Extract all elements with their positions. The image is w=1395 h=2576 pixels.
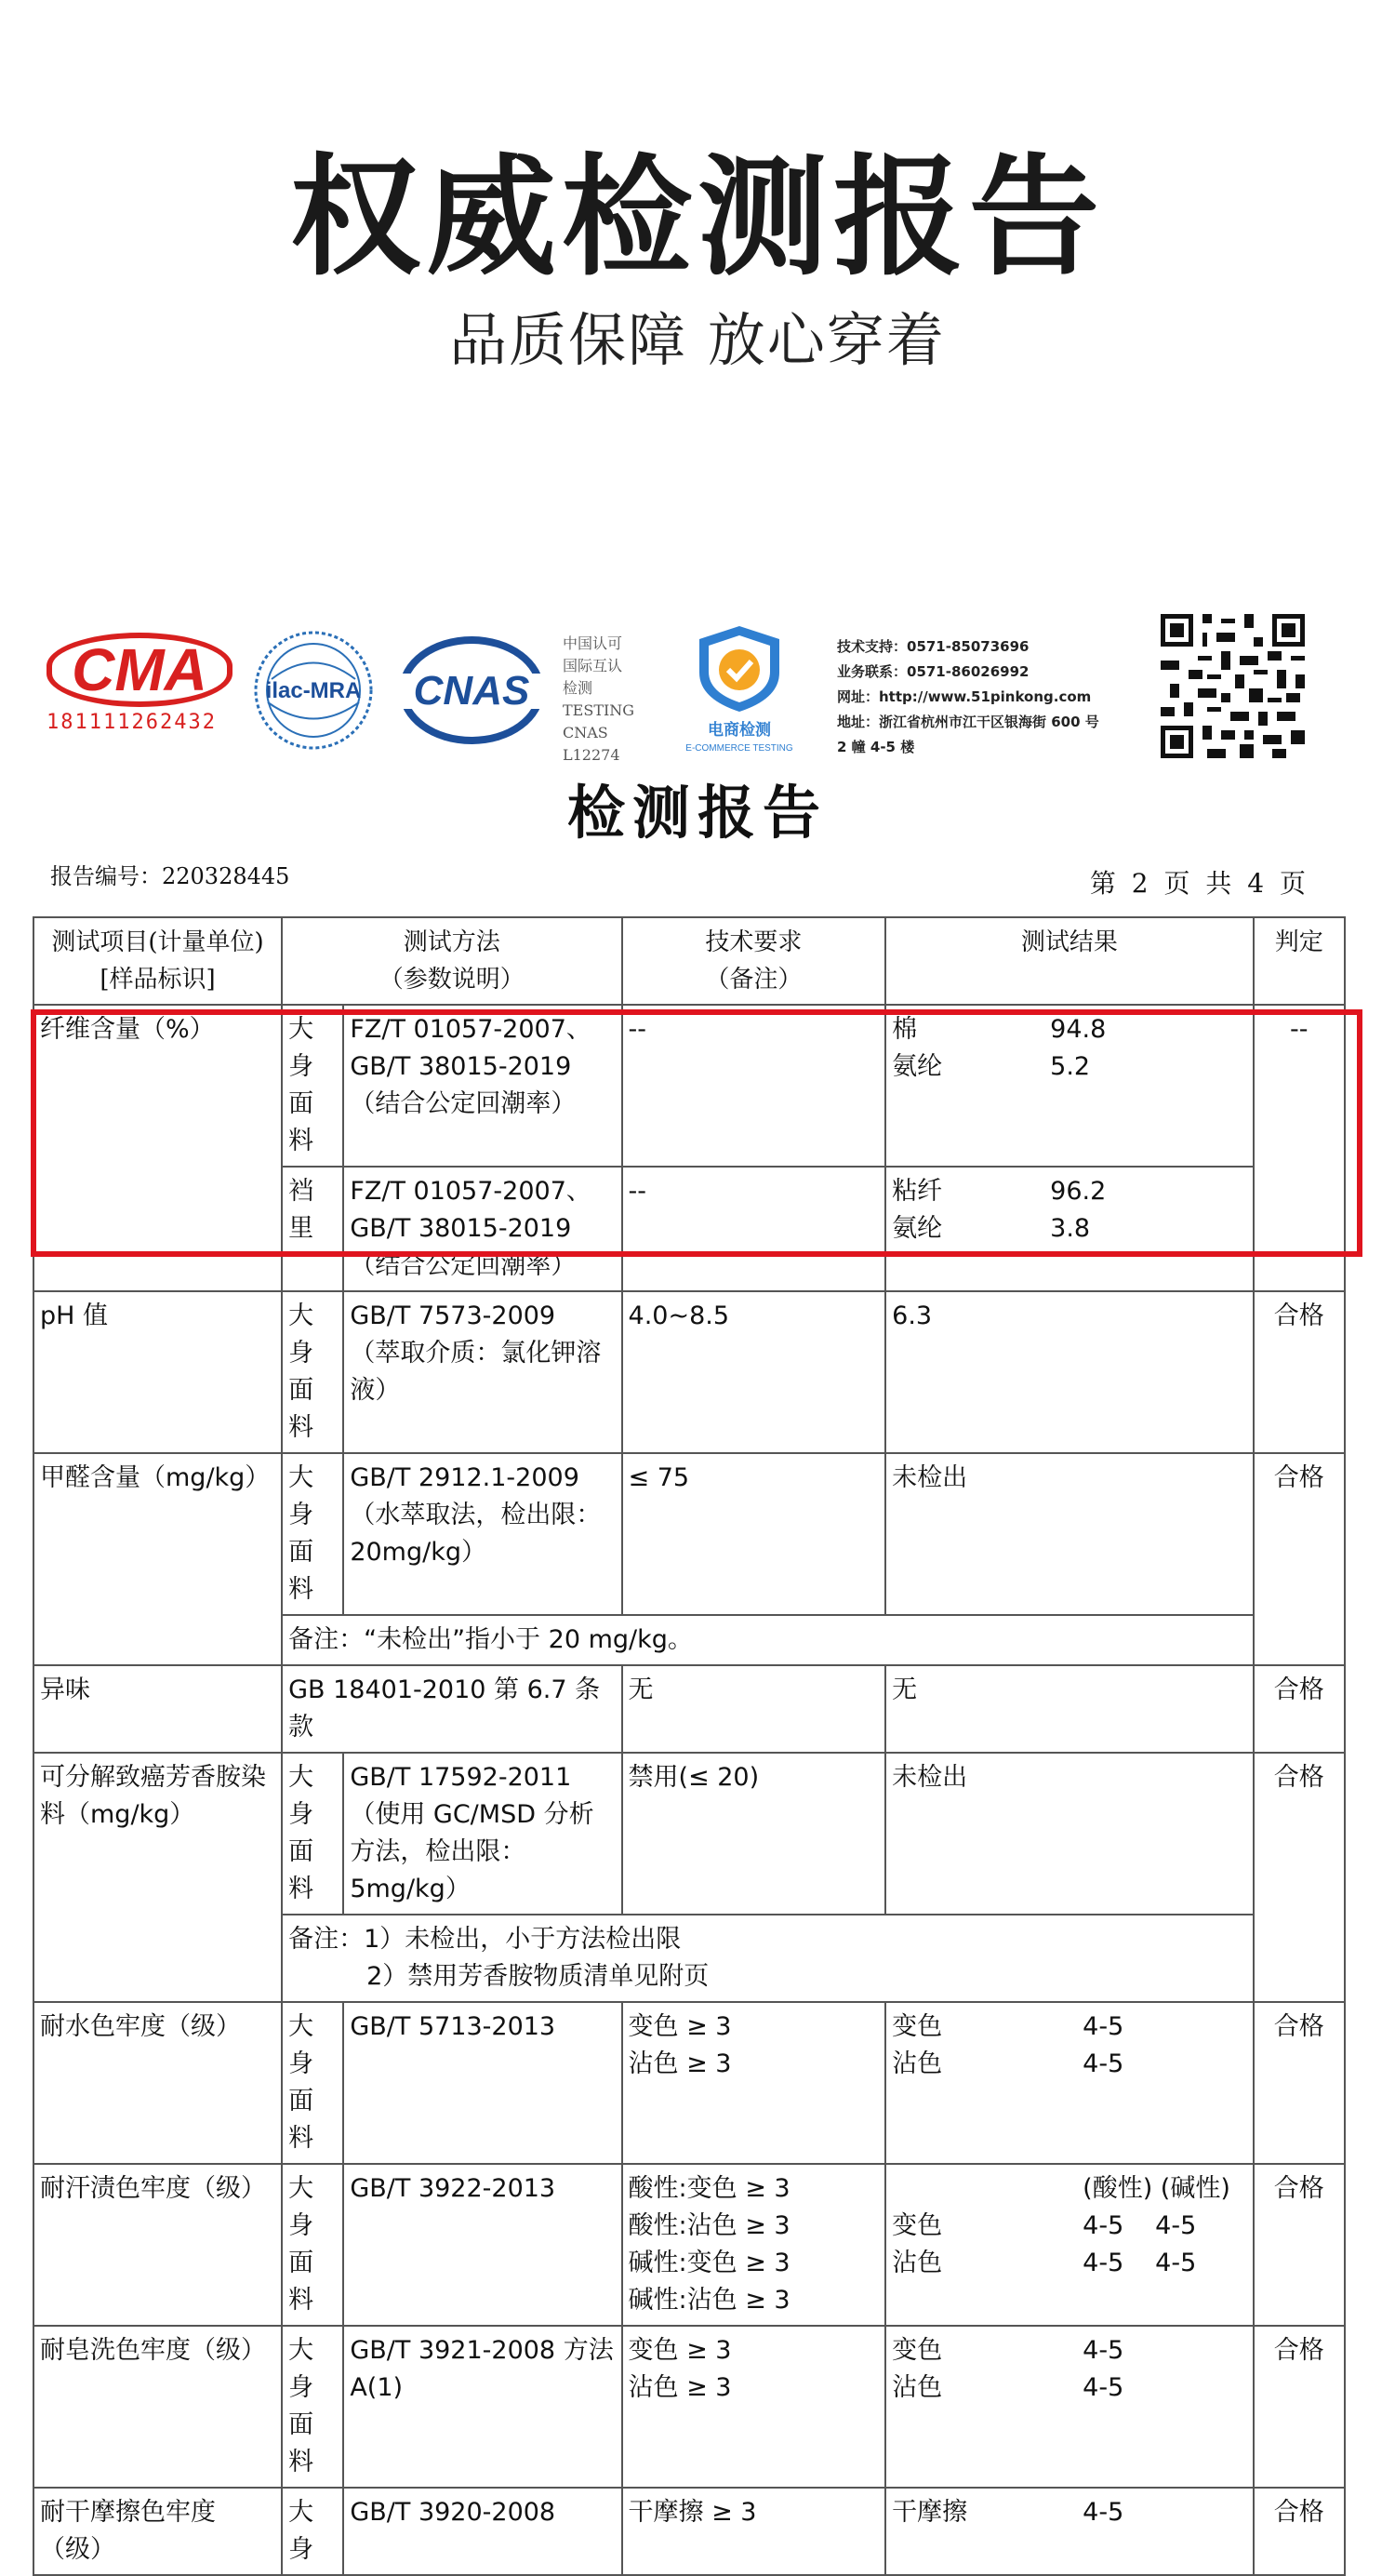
req-line: 碱性:沾色 ≥ 3 — [628, 2286, 790, 2315]
item-cell: 耐水色牢度（级） — [33, 2002, 282, 2164]
item-cell: 异味 — [33, 1665, 282, 1753]
req-cell — [622, 2326, 886, 2488]
header-text: （参数说明） — [379, 966, 525, 994]
table-row — [33, 1005, 1345, 1167]
judge-cell: 合格 — [1254, 2488, 1345, 2575]
result-line — [892, 2494, 1246, 2531]
header-text: 测试项目(计量单位) — [51, 928, 264, 956]
cma-mark: CMA — [46, 633, 232, 707]
header-text: [样品标识] — [100, 966, 216, 994]
table-row — [33, 2488, 1345, 2575]
method-cell: GB/T 3921-2008 方法 A(1) — [343, 2326, 621, 2488]
method-cell — [343, 1167, 621, 1291]
judge-cell: 合格 — [1254, 1753, 1345, 2002]
report-number: 报告编号：220328445 — [50, 863, 290, 889]
table-header-row — [33, 917, 1345, 1005]
result-key: 氨纶 — [892, 1052, 943, 1081]
result-cell — [885, 1167, 1253, 1291]
part-cell: 大身面料 — [282, 2326, 343, 2488]
test-results-table — [33, 916, 1346, 2576]
method-note: （结合公定回潮率） — [350, 1251, 577, 1280]
req-cell — [622, 2164, 886, 2326]
contact-line: 地址：浙江省杭州市江干区银海街 600 号 — [837, 714, 1099, 730]
method-note: （使用 GC/MSD 分析方法，检出限：5mg/kg） — [350, 1800, 594, 1903]
part-cell: 大身 — [282, 2488, 343, 2575]
part-cell: 大身面料 — [282, 2002, 343, 2164]
method-cell: GB/T 3922-2013 — [343, 2164, 621, 2326]
method-cell — [343, 1005, 621, 1167]
result-key: 沾色 — [892, 2249, 943, 2277]
req-line: 变色 ≥ 3 — [628, 2012, 732, 2041]
req-line: 变色 ≥ 3 — [628, 2336, 732, 2365]
table-row — [33, 2002, 1345, 2164]
contact-line: 技术支持：0571-85073696 — [837, 638, 1030, 655]
cnas-caption-line: TESTING — [563, 701, 635, 719]
result-line — [892, 2009, 1246, 2046]
part-cell: 大身面料 — [282, 1291, 343, 1453]
part-cell: 裆里 — [282, 1167, 343, 1291]
method-cell: GB 18401-2010 第 6.7 条款 — [282, 1665, 621, 1753]
cnas-caption-line: CNAS L12274 — [563, 724, 620, 764]
qr-code[interactable] — [1161, 614, 1305, 758]
result-value: 4-5 — [1083, 2498, 1124, 2527]
item-cell: 耐皂洗色牢度（级） — [33, 2326, 282, 2488]
judge-cell: 合格 — [1254, 1453, 1345, 1665]
header-result: 测试结果 — [885, 917, 1253, 1005]
report-title: 检测报告 — [566, 779, 828, 847]
result-line — [892, 2332, 1246, 2369]
header-judge: 判定 — [1254, 917, 1345, 1005]
result-line — [892, 2046, 1246, 2083]
req-line: 沾色 ≥ 3 — [628, 2373, 732, 2402]
result-cell — [885, 2002, 1253, 2164]
judge-cell: 合格 — [1254, 1291, 1345, 1453]
result-key: 粘纤 — [892, 1177, 943, 1206]
result-cell: 未检出 — [885, 1453, 1253, 1615]
item-cell: 甲醛含量（mg/kg） — [33, 1453, 282, 1665]
method-text: GB/T 7573-2009 — [350, 1301, 556, 1330]
result-cell: 6.3 — [885, 1291, 1253, 1453]
contact-line: 业务联系：0571-86026992 — [837, 663, 1030, 680]
result-line — [892, 1173, 1246, 1210]
part-cell: 大身面料 — [282, 1753, 343, 1915]
method-text: GB/T 17592-2011 — [350, 1763, 572, 1792]
method-text: FZ/T 01057-2007、GB/T 38015-2019 — [350, 1177, 591, 1243]
result-line — [892, 2245, 1246, 2282]
contact-info — [837, 634, 1153, 760]
result-cell — [885, 2488, 1253, 2575]
req-cell: -- — [622, 1167, 886, 1291]
item-cell: 可分解致癌芳香胺染料（mg/kg） — [33, 1753, 282, 2002]
cnas-caption-line: 检测 — [563, 679, 593, 697]
req-line: 沾色 ≥ 3 — [628, 2049, 732, 2078]
req-line: 碱性:变色 ≥ 3 — [628, 2249, 790, 2277]
cnas-caption-line: 中国认可 — [563, 634, 623, 652]
header-req — [622, 917, 886, 1005]
header-text: （备注） — [705, 966, 803, 994]
cma-number: 181111262432 — [46, 711, 217, 734]
ecommerce-en: E-COMMERCE TESTING — [685, 743, 793, 754]
result-key: 棉 — [892, 1015, 918, 1044]
hero-subtitle: 品质保障 放心穿着 — [449, 306, 946, 374]
req-cell: ≤ 75 — [622, 1453, 886, 1615]
ilac-text: ilac-MRA — [265, 678, 362, 703]
ecommerce-cn: 电商检测 — [708, 721, 771, 740]
remark-line: 2）禁用芳香胺物质清单见附页 — [366, 1962, 710, 1991]
cnas-logo — [395, 633, 549, 749]
result-line — [892, 1210, 1246, 1248]
result-key: 变色 — [892, 2211, 943, 2240]
result-line — [892, 2208, 1246, 2245]
method-cell: GB/T 5713-2013 — [343, 2002, 621, 2164]
result-cell — [885, 1005, 1253, 1167]
result-cell: 无 — [885, 1665, 1253, 1753]
method-text: GB/T 2912.1-2009 — [350, 1463, 579, 1492]
result-value: 4-5 — [1083, 2049, 1124, 2078]
hero-title: 权威检测报告 — [289, 142, 1105, 294]
item-cell: 耐干摩擦色牢度（级） — [33, 2488, 282, 2575]
result-subheader: (酸性) (碱性) — [1083, 2174, 1230, 2203]
method-cell: GB/T 3920-2008 — [343, 2488, 621, 2575]
judge-cell: 合格 — [1254, 2326, 1345, 2488]
result-value: 5.2 — [1050, 1052, 1091, 1081]
req-cell: 禁用(≤ 20) — [622, 1753, 886, 1915]
result-value-acid: 4-5 — [1083, 2211, 1124, 2240]
table-row — [33, 1665, 1345, 1753]
result-value: 4-5 — [1083, 2012, 1124, 2041]
method-text: FZ/T 01057-2007、GB/T 38015-2019 — [350, 1015, 591, 1081]
req-cell: 无 — [622, 1665, 886, 1753]
remark-cell: 备注：“未检出”指小于 20 mg/kg。 — [282, 1615, 1254, 1665]
req-cell: -- — [622, 1005, 886, 1167]
table-row — [33, 1453, 1345, 1615]
judge-cell: -- — [1254, 1005, 1345, 1291]
header-method — [282, 917, 621, 1005]
result-line — [892, 1011, 1246, 1048]
result-value-acid: 4-5 — [1083, 2249, 1124, 2277]
result-key: 变色 — [892, 2012, 943, 2041]
contact-line: 2 幢 4-5 楼 — [837, 739, 915, 755]
result-cell — [885, 2164, 1253, 2326]
item-cell: 纤维含量（%） — [33, 1005, 282, 1291]
req-line: 酸性:变色 ≥ 3 — [628, 2174, 790, 2203]
item-cell: pH 值 — [33, 1291, 282, 1453]
cnas-text: CNAS — [413, 668, 530, 714]
result-key: 变色 — [892, 2336, 943, 2365]
ecommerce-testing-logo — [670, 619, 809, 758]
judge-cell: 合格 — [1254, 2002, 1345, 2164]
page-indicator: 第 2 页 共 4 页 — [1089, 868, 1309, 899]
req-line: 酸性:沾色 ≥ 3 — [628, 2211, 790, 2240]
part-cell: 大身面料 — [282, 1453, 343, 1615]
cnas-caption — [563, 633, 665, 767]
part-cell: 大身面料 — [282, 1005, 343, 1167]
req-cell — [622, 2002, 886, 2164]
result-value: 4-5 — [1083, 2336, 1124, 2365]
table-row — [33, 2164, 1345, 2326]
result-cell: 未检出 — [885, 1753, 1253, 1915]
result-value: 94.8 — [1050, 1015, 1107, 1044]
result-key: 干摩擦 — [892, 2498, 968, 2527]
result-line — [892, 2369, 1246, 2407]
method-cell — [343, 1453, 621, 1615]
ilac-mra-logo — [251, 628, 377, 754]
cnas-caption-line: 国际互认 — [563, 657, 623, 674]
item-cell: 耐汗渍色牢度（级） — [33, 2164, 282, 2326]
result-value: 3.8 — [1050, 1214, 1091, 1243]
table-row — [33, 1753, 1345, 1915]
part-cell: 大身面料 — [282, 2164, 343, 2326]
method-cell — [343, 1753, 621, 1915]
method-note: （水萃取法，检出限：20mg/kg） — [350, 1501, 602, 1567]
result-value: 96.2 — [1050, 1177, 1107, 1206]
result-value-alkali: 4-5 — [1155, 2211, 1197, 2240]
result-key: 沾色 — [892, 2049, 943, 2078]
judge-cell: 合格 — [1254, 1665, 1345, 1753]
header-item — [33, 917, 282, 1005]
header-text: 技术要求 — [705, 928, 803, 956]
table-row — [33, 1291, 1345, 1453]
req-cell: 4.0~8.5 — [622, 1291, 886, 1453]
header-text: 测试方法 — [403, 928, 500, 956]
certification-logos — [37, 605, 1358, 763]
method-cell — [343, 1291, 621, 1453]
method-note: （结合公定回潮率） — [350, 1089, 577, 1118]
result-value: 4-5 — [1083, 2373, 1124, 2402]
judge-cell: 合格 — [1254, 2164, 1345, 2326]
result-key: 沾色 — [892, 2373, 943, 2402]
remark-line: 备注：1）未检出，小于方法检出限 — [288, 1925, 682, 1954]
result-key: 氨纶 — [892, 1214, 943, 1243]
result-cell — [885, 2326, 1253, 2488]
method-note: （萃取介质：氯化钾溶液） — [350, 1339, 602, 1405]
cma-logo — [46, 633, 237, 744]
result-line — [892, 1048, 1246, 1086]
req-cell: 干摩擦 ≥ 3 — [622, 2488, 886, 2575]
contact-line: 网址：http://www.51pinkong.com — [837, 688, 1092, 705]
table-row — [33, 2326, 1345, 2488]
remark-cell — [282, 1915, 1254, 2002]
result-value-alkali: 4-5 — [1155, 2249, 1197, 2277]
